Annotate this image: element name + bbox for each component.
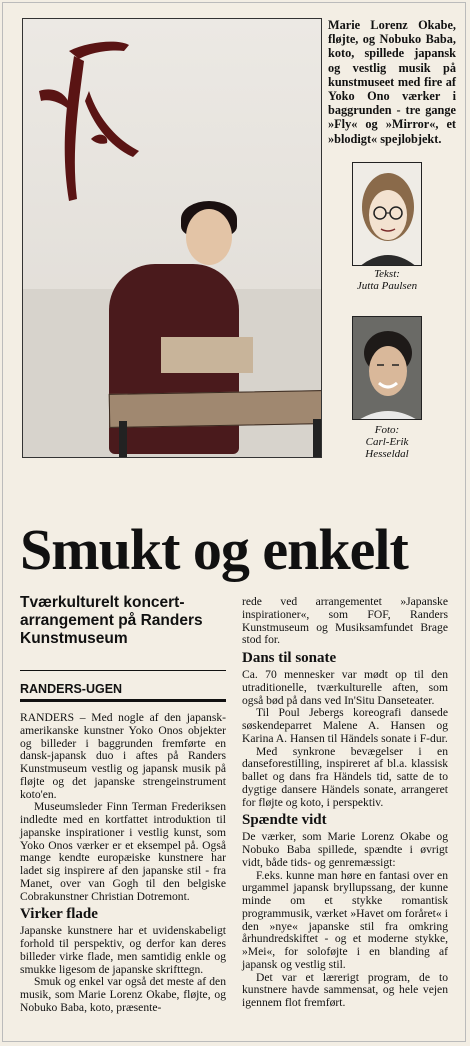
photographer-portrait (352, 316, 422, 420)
paragraph: Med synkrone bevægelser i en danseforestilling, inspireret af bl.a. klassisk ballet og dans fra Händels tid, satte de to dygtige dansere Händels sonate, arrangeret for fløjte og koto, i perspektiv. (242, 744, 448, 809)
text-credit (352, 268, 422, 292)
photo-credit-label: Foto: (374, 424, 400, 436)
calligraphy-artwork (29, 31, 149, 211)
divider-byline (20, 699, 226, 702)
byline: RANDERS-UGEN (20, 682, 123, 696)
article-column-right (242, 596, 448, 1010)
paragraph: Museumsleder Finn Terman Frederiksen indledte med en kortfattet introduktion til japanske inspirationer i vestlig kunst, som Yoko Onos værker er et eksempel på. Også mange kendte europæiske kunstnere har ladet sig inspirere af den japanske stil - fra Manet, over van Gogh til den belgiske Cobrakunstner Christian Dotremont. (20, 800, 226, 903)
photo-credit (352, 424, 422, 460)
concert-photo (22, 18, 322, 458)
photo-credit-name: Carl-Erik Hesseldal (365, 436, 409, 460)
paragraph: Til Poul Jebergs koreografi dansede søskendeparret Malene A. Hansen og Karina A. Hansen til Händels sonate i F-dur. (242, 706, 448, 745)
headline: Smukt og enkelt (20, 517, 408, 582)
author-portrait (352, 162, 422, 266)
section-heading: Dans til sonate (242, 650, 337, 666)
divider-top (20, 670, 226, 671)
paragraph: Smuk og enkel var også det meste af den musik, som Marie Lorenz Okabe, fløjte, og Nobuko Baba, koto, præsente- (20, 975, 226, 1014)
subheadline: Tværkulturelt koncert-arrangement på Randers Kunstmuseum (20, 594, 203, 647)
paragraph: F.eks. kunne man høre en fantasi over en urgammel japansk bryllupssang, der kunne minde om et stykke romantisk programmusik, værket »Havet om foråret« i den »nye« japanske stil fra omkring århundredskiftet - og et moderne stykke, »Mei«, for soloføjte i en blanding af japansk og vestlig stil. (242, 868, 448, 971)
text-credit-label: Tekst: (374, 268, 400, 280)
article-column-left (20, 712, 226, 1015)
section-heading: Virker flade (20, 906, 98, 923)
paragraph: Ca. 70 mennesker var mødt op til den utraditionelle, tværkulturelle aften, som også bød på dans ved In'Situ Danseteater. (242, 668, 448, 707)
section-heading: Spændte vidt (242, 812, 327, 829)
paragraph: Japanske kunstnere har et uvidenskabeligt forhold til perspektiv, og derfor kan deres billeder virke flade, men samtidig enkle og smukke ligesom de japanske skrifttegn. (20, 924, 226, 976)
photo-caption: Marie Lorenz Okabe, fløjte, og Nobuko Baba, koto, spillede japansk og vestlig musik på kunstmuseet med fire af Yoko Ono værker i baggrunden - tre gange »Fly« og »Mirror«, et »blodigt« spejlobjekt. (328, 18, 456, 146)
paragraph: Det var et lærerigt program, de to kunstnere havde sammensat, og hele vejen igennem flot fremført. (242, 970, 448, 1009)
paragraph: RANDERS – Med nogle af den japansk-amerikanske kunstner Yoko Onos objekter og billeder i baggrunden fremførte en dansk-japansk duo i aftes på Randers Kunstmuseum vestlig og japansk musik på fløjte og det japanske strengeinstrument koto'en. (20, 711, 226, 801)
paragraph: De værker, som Marie Lorenz Okabe og Nobuko Baba spillede, spændte i øvrigt vidt, både tids- og genremæssigt: (242, 830, 448, 869)
text-credit-name: Jutta Paulsen (356, 280, 418, 292)
paragraph: rede ved arrangementet »Japanske inspirationer«, som FOF, Randers Kunstmuseum og Musiksamfundet Brage stod for. (242, 595, 448, 647)
